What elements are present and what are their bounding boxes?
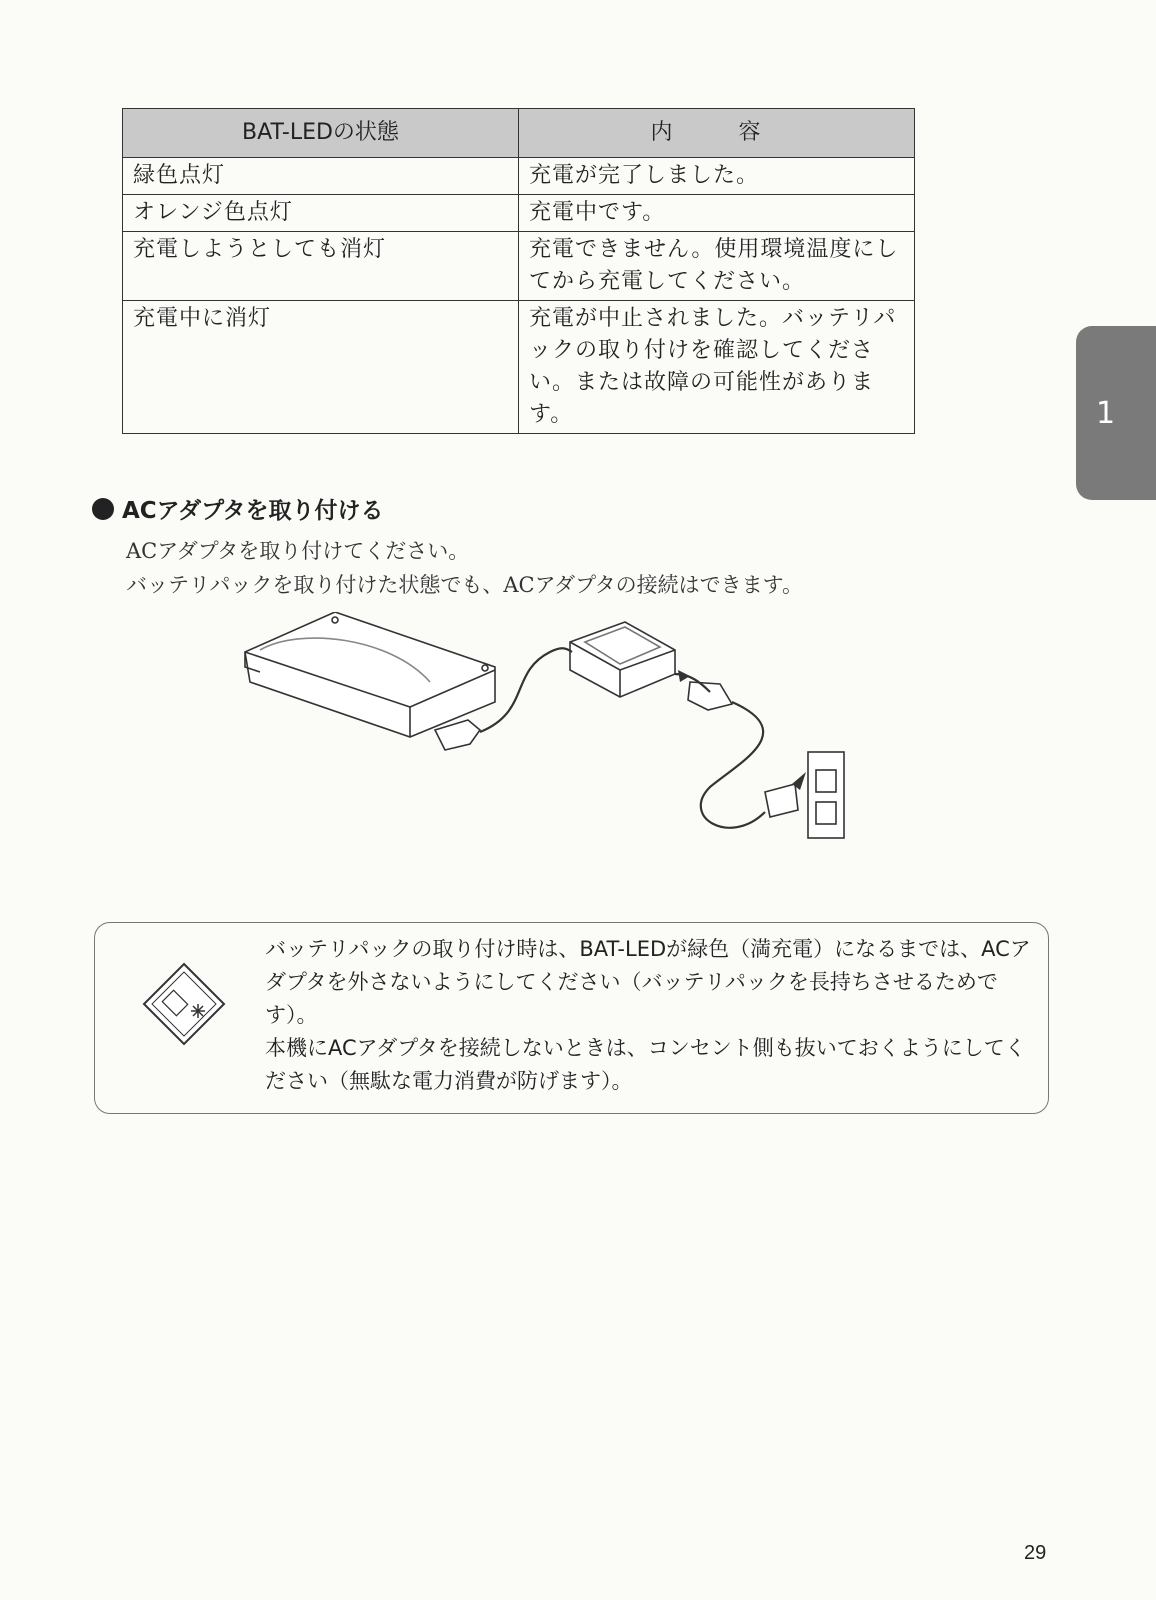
device-illustration bbox=[245, 612, 495, 737]
note-paragraph: バッテリパックの取り付け時は、BAT-LEDが緑色（満充電）になるまでは、ACアダプタを外さないようにしてください（バッテリパックを長持ちさせるためです）。 bbox=[265, 937, 1031, 1027]
status-cell: 充電中に消灯 bbox=[123, 301, 519, 434]
chapter-number: 1 bbox=[1096, 396, 1116, 431]
bullet-icon bbox=[92, 498, 114, 520]
table-row bbox=[123, 301, 915, 434]
table-row bbox=[123, 158, 915, 195]
table-header-row bbox=[123, 109, 915, 158]
section-heading-text: ACアダプタを取り付ける bbox=[122, 498, 384, 524]
description-cell: 充電中です。 bbox=[519, 195, 915, 232]
status-cell: 緑色点灯 bbox=[123, 158, 519, 195]
note-paragraph: 本機にACアダプタを接続しないときは、コンセント側も抜いておくようにしてください（無駄な電力消費が防げます）。 bbox=[265, 1036, 1026, 1093]
power-plug-illustration bbox=[765, 784, 798, 817]
table-row bbox=[123, 195, 915, 232]
description-cell: 充電が中止されました。バッテリパックの取り付けを確認してください。または故障の可能性があります。 bbox=[519, 301, 915, 434]
header-description: 内 容 bbox=[519, 109, 915, 158]
status-cell: 充電しようとしても消灯 bbox=[123, 232, 519, 301]
wall-outlet-illustration bbox=[808, 752, 844, 838]
adapter-brick-illustration bbox=[570, 622, 675, 697]
section-body bbox=[126, 534, 803, 602]
caution-note-text bbox=[265, 933, 1035, 1098]
status-cell: オレンジ色点灯 bbox=[123, 195, 519, 232]
ac-adapter-connection-illustration bbox=[240, 612, 880, 862]
body-line: ACアダプタを取り付けてください。 bbox=[126, 539, 470, 563]
page-number: 29 bbox=[1024, 1542, 1047, 1564]
section-heading bbox=[92, 492, 383, 525]
caution-note-box bbox=[94, 922, 1049, 1114]
body-line: バッテリパックを取り付けた状態でも、ACアダプタの接続はできます。 bbox=[126, 573, 803, 597]
description-cell: 充電できません。使用環境温度にしてから充電してください。 bbox=[519, 232, 915, 301]
chapter-tab bbox=[1076, 326, 1156, 500]
bat-led-status-table bbox=[122, 108, 915, 434]
caution-icon bbox=[139, 959, 229, 1049]
table-row bbox=[123, 232, 915, 301]
description-cell: 充電が完了しました。 bbox=[519, 158, 915, 195]
header-status: BAT-LEDの状態 bbox=[123, 109, 519, 158]
